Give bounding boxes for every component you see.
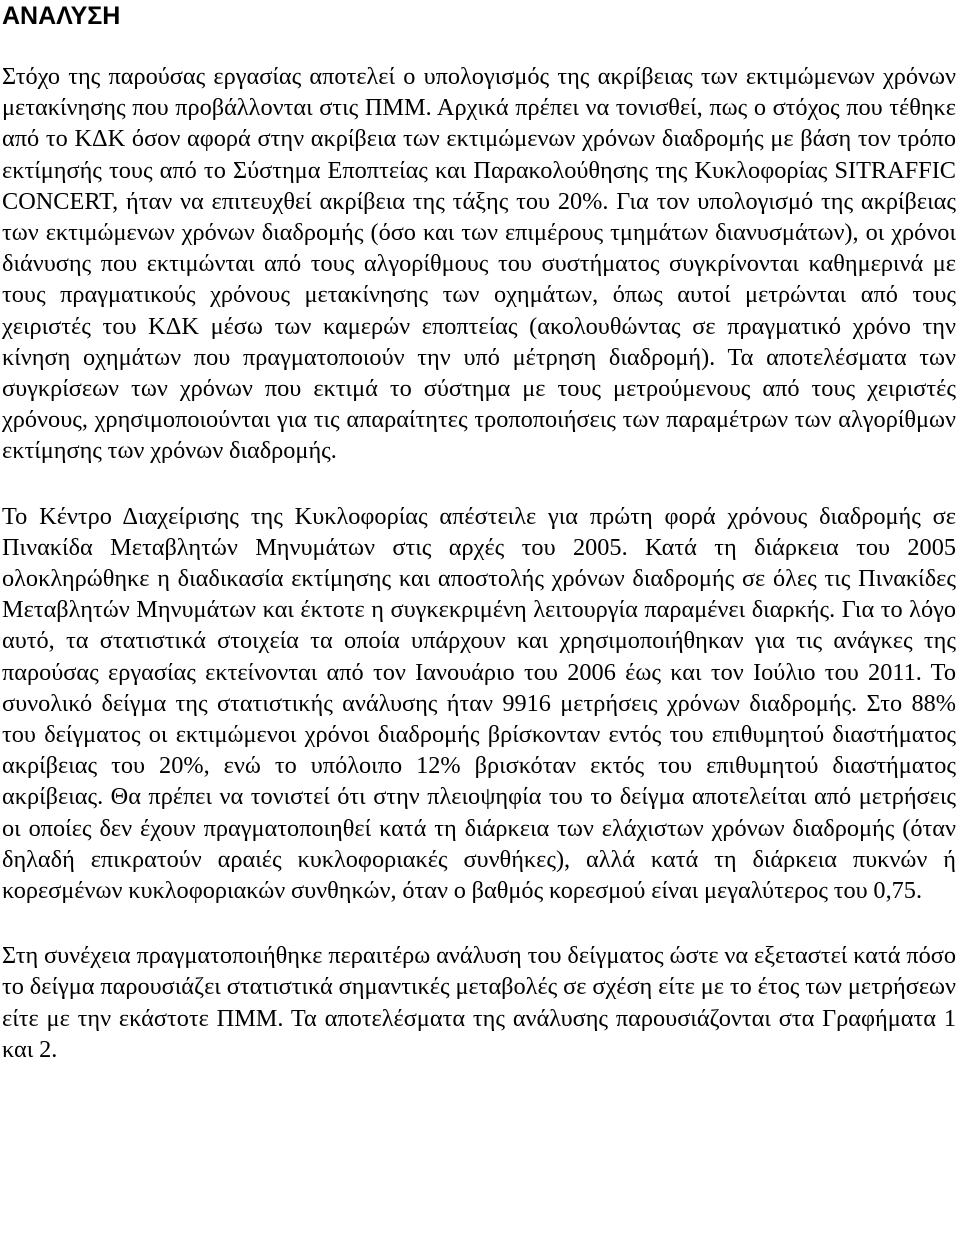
paragraph-further-analysis: Στη συνέχεια πραγματοποιήθηκε περαιτέρω ανάλυση του δείγματος ώστε να εξεταστεί κατά πόσο το δείγμα παρουσιάζει στατιστικά σημαντικές μεταβολές σε σχέση είτε με το έτος των μετρήσεων είτε με την εκάστοτε ΠΜΜ. Τα αποτελέσματα της ανάλυσης παρουσιάζονται στα Γραφήματα 1 και 2. [2, 942, 956, 1063]
paragraph-statistics: Το Κέντρο Διαχείρισης της Κυκλοφορίας απέστειλε για πρώτη φορά χρόνους διαδρομής σε Πινακίδα Μεταβλητών Μηνυμάτων στις αρχές του 2005. Κατά τη διάρκεια του 2005 ολοκληρώθηκε η διαδικασία εκτίμησης και αποστολής χρόνων διαδρομής σε όλες τις Πινακίδες Μεταβλητών Μηνυμάτων και έκτοτε η συγκεκριμένη λειτουργία παραμένει διαρκής. Για το λόγο αυτό, τα στατιστικά στοιχεία τα οποία υπάρχουν και χρησιμοποιήθηκαν για τις ανάγκες της παρούσας εργασίας εκτείνονται από τον Ιανουάριο του 2006 έως και τον Ιούλιο του 2011. Το συνολικό δείγμα της στατιστικής ανάλυσης ήταν 9916 μετρήσεις χρόνων διαδρομής. Στο 88% του δείγματος οι εκτιμώμενοι χρόνοι διαδρομής βρίσκονταν εντός του επιθυμητού διαστήματος ακρίβειας του 20%, ενώ το υπόλοιπο 12% βρισκόταν εκτός του επιθυμητού διαστήματος ακρίβειας. Θα πρέπει να τονιστεί ότι στην πλειοψηφία του το δείγμα αποτελείται από μετρήσεις οι οποίες δεν έχουν πραγματοποιηθεί κατά τη διάρκεια των ελάχιστων χρόνων διαδρομής (όταν δηλαδή επικρατούν αραιές κυκλοφοριακές συνθήκες), αλλά κατά τη διάρκεια πυκνών ή κορεσμένων κυκλοφοριακών συνθηκών, όταν ο βαθμός κορεσμού είναι μεγαλύτερος του 0,75. [2, 502, 956, 905]
section-heading: ΑΝΑΛΥΣΗ [2, 2, 121, 30]
paragraph-objective: Στόχο της παρούσας εργασίας αποτελεί ο υπολογισμός της ακρίβειας των εκτιμώμενων χρόνων μετακίνησης που προβάλλονται στις ΠΜΜ. Αρχικά πρέπει να τονισθεί, πως ο στόχος που τέθηκε από το ΚΔΚ όσον αφορά στην ακρίβεια των εκτιμώμενων χρόνων διαδρομής με βάση τον τρόπο εκτίμησής τους από το Σύστημα Εποπτείας και Παρακολούθησης της Κυκλοφορίας SITRAFFIC CONCERT, ήταν να επιτευχθεί ακρίβεια της τάξης του 20%. Για τον υπολογισμό της ακρίβειας των εκτιμώμενων χρόνων διαδρομής (όσο και των επιμέρους τμημάτων διανυσμάτων), οι χρόνοι διάνυσης που εκτιμώνται από τους αλγορίθμους του συστήματος συγκρίνονται καθημερινά με τους πραγματικούς χρόνους μετακίνησης των οχημάτων, όπως αυτοί μετρώνται από τους χειριστές του ΚΔΚ μέσω των καμερών εποπτείας (ακολουθώντας σε πραγματικό χρόνο την κίνηση οχημάτων που πραγματοποιούν την υπό μέτρηση διαδρομή). Τα αποτελέσματα των συγκρίσεων των χρόνων που εκτιμά το σύστημα με τους μετρούμενους από τους χειριστές χρόνους, χρησιμοποιούνται για τις απαραίτητες τροποποιήσεις των παραμέτρων των αλγορίθμων εκτίμησης των χρόνων διαδρομής. [2, 63, 956, 465]
